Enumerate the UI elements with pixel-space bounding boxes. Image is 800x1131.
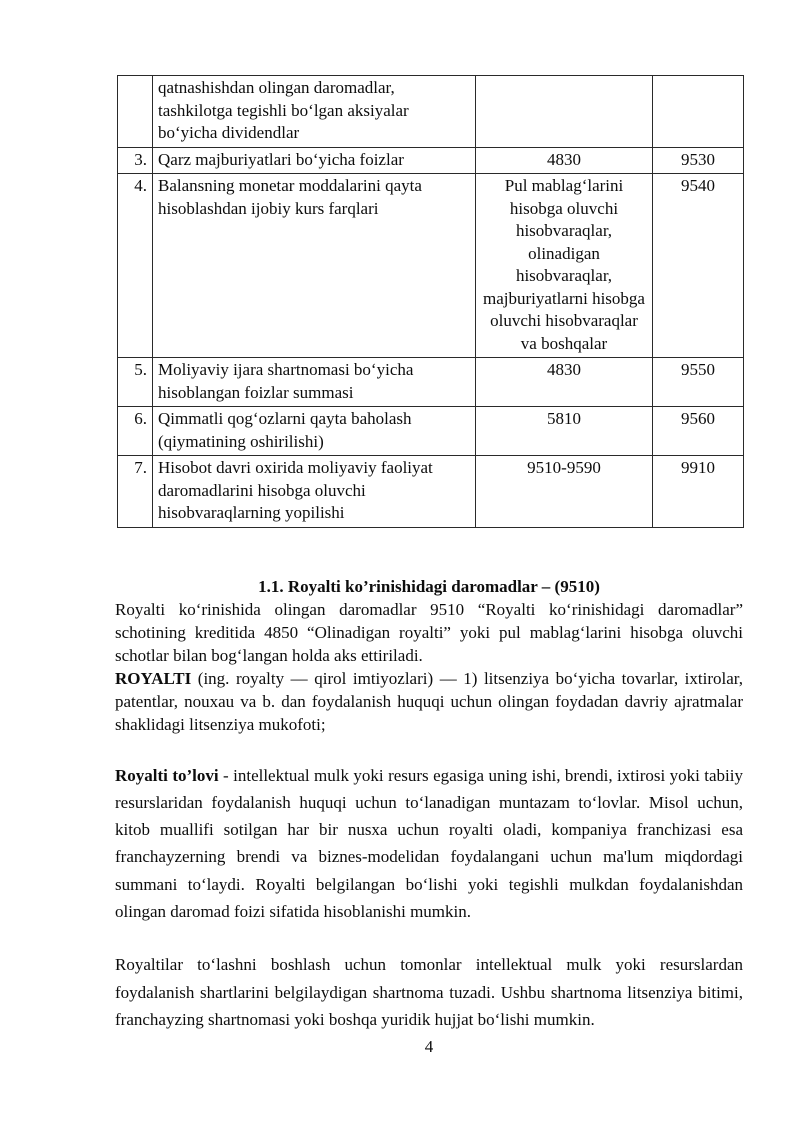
paragraph-royalti-intro — [115, 598, 743, 667]
row-number-cell: 6. — [118, 407, 153, 456]
table-row — [118, 147, 744, 174]
description-cell: Hisobot davri oxirida moliyaviy faoliyat daromadlarini hisobga oluvchi hisobvaraqlarning yopilishi — [153, 456, 476, 528]
credit-cell — [653, 76, 744, 148]
paragraph-lead-bold: ROYALTI — [115, 668, 192, 688]
debit-cell: Pul mablagʻlarini hisobga oluvchi hisobvaraqlar, olinadigan hisobvaraqlar, majburiyatlarni hisobga oluvchi hisobvaraqlar va boshqalar — [476, 174, 653, 358]
paragraph-lead-bold: Royalti to’lovi — [115, 765, 219, 785]
debit-cell: 9510-9590 — [476, 456, 653, 528]
description-cell: qatnashishdan olingan daromadlar, tashkilotga tegishli boʻlgan aksiyalar boʻyicha dividendlar — [153, 76, 476, 148]
credit-cell: 9910 — [653, 456, 744, 528]
debit-cell: 5810 — [476, 407, 653, 456]
credit-cell: 9530 — [653, 147, 744, 174]
paragraph-royalti-definition — [115, 667, 743, 736]
section-heading: 1.1. Royalti ko’rinishidagi daromadlar – (9510) — [258, 576, 600, 596]
description-cell: Qimmatli qogʻozlarni qayta baholash (qiymatining oshirilishi) — [153, 407, 476, 456]
accounts-table — [117, 75, 744, 528]
paragraph-text: - intellektual mulk yoki resurs egasiga uning ishi, brendi, ixtirosi yoki tabiiy resurslaridan foydalanish huquqi uchun toʻlanadigan muntazam toʻlovlar. Misol uchun, kitob muallifi sotilgan har bir nusxa uchun royalti oladi, kompaniya franchizasi esa franchayzerning brendi va biznes-modelidan foydalangani uchun ma'lum miqdordagi summani toʻlaydi. Royalti belgilangan boʻlishi yoki tegishli mulkdan foydalanishdan olingan daromad foizi sifatida hisoblanishi mumkin. — [115, 765, 744, 921]
table-row — [118, 456, 744, 528]
table-row — [118, 76, 744, 148]
row-number-cell: 5. — [118, 358, 153, 407]
credit-cell: 9560 — [653, 407, 744, 456]
paragraph-text: Royaltilar toʻlashni boshlash uchun tomonlar intellektual mulk yoki resurslardan foydalanish shartlarini belgilaydigan shartnoma tuzadi. Ushbu shartnoma litsenziya bitimi, franchayzing shartnomasi yoki boshqa yuridik hujjat boʻlishi mumkin. — [115, 955, 743, 1029]
description-cell: Moliyaviy ijara shartnomasi boʻyicha hisoblangan foizlar summasi — [153, 358, 476, 407]
row-number-cell — [118, 76, 153, 148]
table-row — [118, 358, 744, 407]
row-number-cell: 3. — [118, 147, 153, 174]
debit-cell: 4830 — [476, 358, 653, 407]
description-cell: Balansning monetar moddalarini qayta hisoblashdan ijobiy kurs farqlari — [153, 174, 476, 358]
page-number: 4 — [424, 1037, 434, 1057]
paragraph-text: (ing. royalty — qirol imtiyozlari) — 1) litsenziya boʻyicha tovarlar, ixtirolar, patentlar, nouxau va b. dan foydalanish huquqi uchun olingan foydadan davriy ajratmalar shaklidagi litsenziya mukofoti; — [115, 668, 743, 734]
credit-cell: 9550 — [653, 358, 744, 407]
debit-cell — [476, 76, 653, 148]
description-cell: Qarz majburiyatlari boʻyicha foizlar — [153, 147, 476, 174]
credit-cell: 9540 — [653, 174, 744, 358]
row-number-cell: 7. — [118, 456, 153, 528]
debit-cell: 4830 — [476, 147, 653, 174]
table-row — [118, 407, 744, 456]
table-row — [118, 174, 744, 358]
paragraph-text: Royalti koʻrinishida olingan daromadlar 9510 “Royalti koʻrinishidagi daromadlar” schotining kreditida 4850 “Olinadigan royalti” yoki pul mablagʻlarini hisobga oluvchi schotlar bilan bogʻlangan holda aks ettiriladi. — [115, 599, 743, 665]
paragraph-royaltilar-shartnoma — [115, 951, 743, 1033]
row-number-cell: 4. — [118, 174, 153, 358]
paragraph-royalti-tolovi — [115, 762, 743, 926]
